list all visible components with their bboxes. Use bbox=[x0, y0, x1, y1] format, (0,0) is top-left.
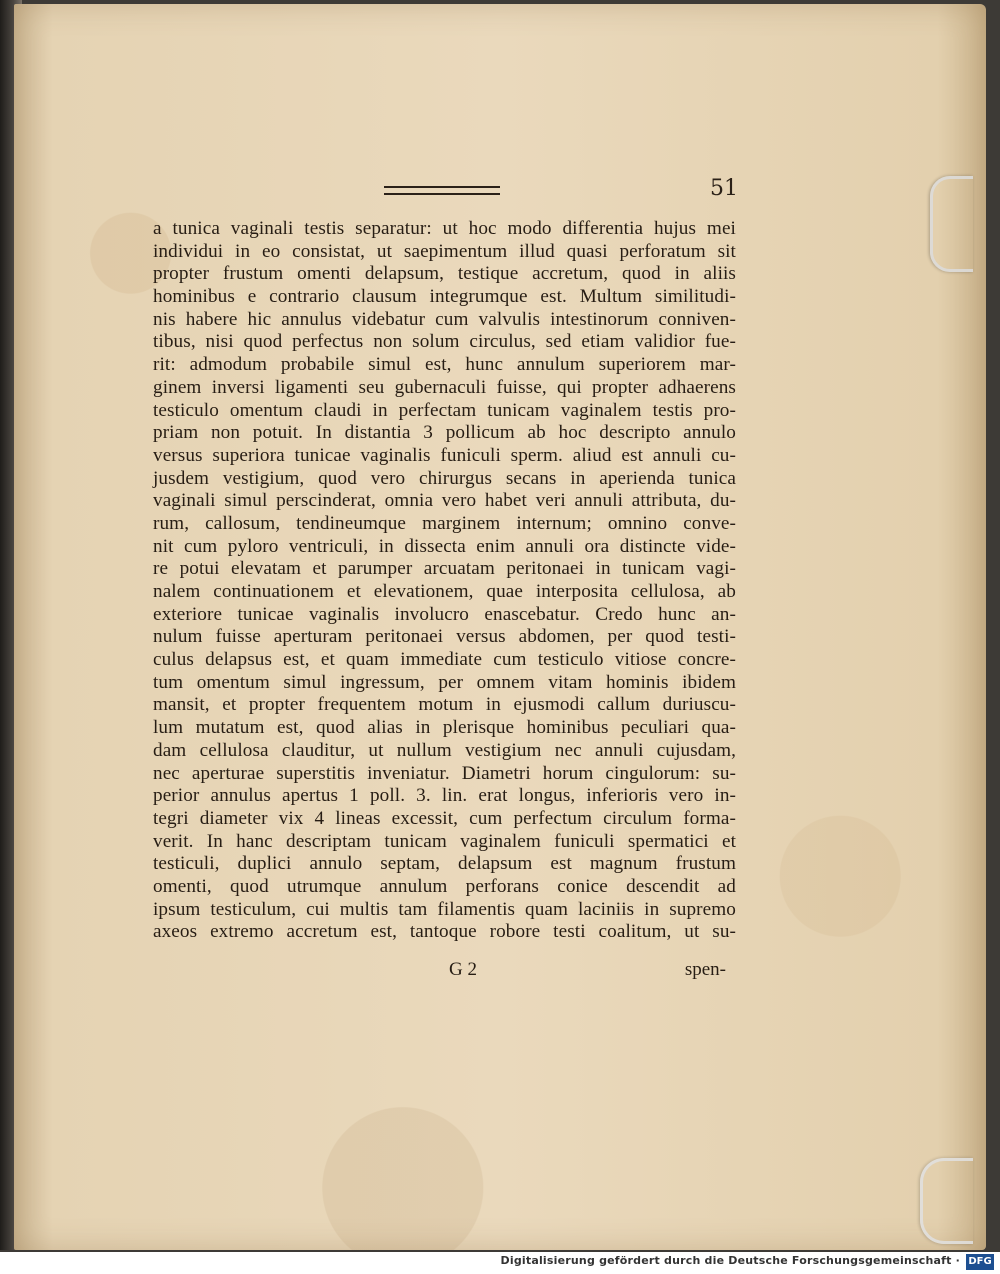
text-line: propter frustum omenti delapsum, testique accretum, quod in aliis bbox=[153, 263, 736, 285]
text-line: re potui elevatam et parumper arcuatam peritonaei in tunicam vagi- bbox=[153, 558, 736, 580]
text-line: tum omentum simul ingressum, per omnem vitam hominis ibidem bbox=[153, 671, 736, 693]
text-line: nit cum pyloro ventriculi, in dissecta enim annuli ora distincte vide- bbox=[153, 535, 736, 557]
book-page bbox=[14, 4, 986, 1250]
funding-credit: Digitalisierung gefördert durch die Deutsche Forschungsgemeinschaft · bbox=[500, 1254, 960, 1267]
text-line: rit: admodum probabile simul est, hunc annulum superiorem mar- bbox=[153, 354, 736, 376]
text-line: mansit, et propter frequentem motum in ejusmodi callum duriuscu- bbox=[153, 694, 736, 716]
text-line: perior annulus apertus 1 poll. 3. lin. erat longus, inferioris vero in- bbox=[153, 785, 736, 807]
catchword: spen- bbox=[684, 959, 726, 980]
text-line: individui in eo consistat, ut saepimentum illud quasi perforatum sit bbox=[153, 240, 736, 262]
text-line: rum, callosum, tendineumque marginem internum; omnino conve- bbox=[153, 512, 736, 534]
text-line: ipsum testiculum, cui multis tam filamentis quam laciniis in supremo bbox=[153, 898, 736, 920]
signature-mark: G 2 bbox=[449, 959, 477, 980]
text-line: tegri diameter vix 4 lineas excessit, cum perfectum circulum forma- bbox=[153, 807, 736, 829]
text-line: axeos extremo accretum est, tantoque robore testi coalitum, ut su- bbox=[153, 921, 736, 943]
text-line: testiculi, duplici annulo septam, delapsum est magnum frustum bbox=[153, 853, 736, 875]
text-line: verit. In hanc descriptam tunicam vaginalem funiculi spermatici et bbox=[153, 830, 736, 852]
page-footer-row bbox=[153, 959, 736, 983]
text-line: testiculo omentum claudi in perfectam tunicam vaginalem testis pro- bbox=[153, 399, 736, 421]
text-line: nis habere hic annulus videbatur cum valvulis intestinorum conniven- bbox=[153, 308, 736, 330]
digitization-footer bbox=[0, 1252, 1000, 1274]
text-line: hominibus e contrario clausum integrumque est. Multum similitudi- bbox=[153, 286, 736, 308]
page-clip-bottom bbox=[920, 1158, 973, 1244]
text-line: a tunica vaginali testis separatur: ut hoc modo differentia hujus mei bbox=[153, 218, 736, 239]
text-line: tibus, nisi quod perfectus non solum circulus, sed etiam validior fue- bbox=[153, 331, 736, 353]
text-line: culus delapsus est, et quam immediate cum testiculo vitiose concre- bbox=[153, 649, 736, 671]
text-line: exteriore tunicae vaginalis involucro enascebatur. Credo hunc an- bbox=[153, 603, 736, 625]
text-line: ginem inversi ligamenti seu gubernaculi fuisse, qui propter adhaerens bbox=[153, 376, 736, 398]
page-number: 51 bbox=[710, 176, 738, 201]
text-line: lum mutatum est, quod alias in plerisque hominibus peculiari qua- bbox=[153, 717, 736, 739]
text-line: nalem continuationem et elevationem, quae interposita cellulosa, ab bbox=[153, 581, 736, 602]
text-line: jusdem vestigium, quod vero chirurgus secans in aperienda tunica bbox=[153, 467, 736, 489]
header-ornament-rule bbox=[384, 186, 500, 195]
body-text bbox=[153, 218, 736, 944]
text-line: nulum fuisse aperturam peritonaei versus abdomen, per quod testi- bbox=[153, 626, 736, 648]
text-line: nec aperturae superstitis inveniatur. Diametri horum cingulorum: su- bbox=[153, 762, 736, 784]
text-line: priam non potuit. In distantia 3 pollicum ab hoc descripto annulo bbox=[153, 422, 736, 444]
text-line: dam cellulosa clauditur, ut nullum vestigium nec annuli cujusdam, bbox=[153, 739, 736, 761]
dfg-logo: DFG bbox=[966, 1254, 994, 1270]
text-line: versus superiora tunicae vaginalis funiculi sperm. aliud est annuli cu- bbox=[153, 444, 736, 466]
text-line: omenti, quod utrumque annulum perforans conice descendit ad bbox=[153, 875, 736, 897]
page-clip-top bbox=[930, 176, 973, 272]
text-line: vaginali simul perscinderat, omnia vero habet veri annuli attributa, du- bbox=[153, 490, 736, 512]
